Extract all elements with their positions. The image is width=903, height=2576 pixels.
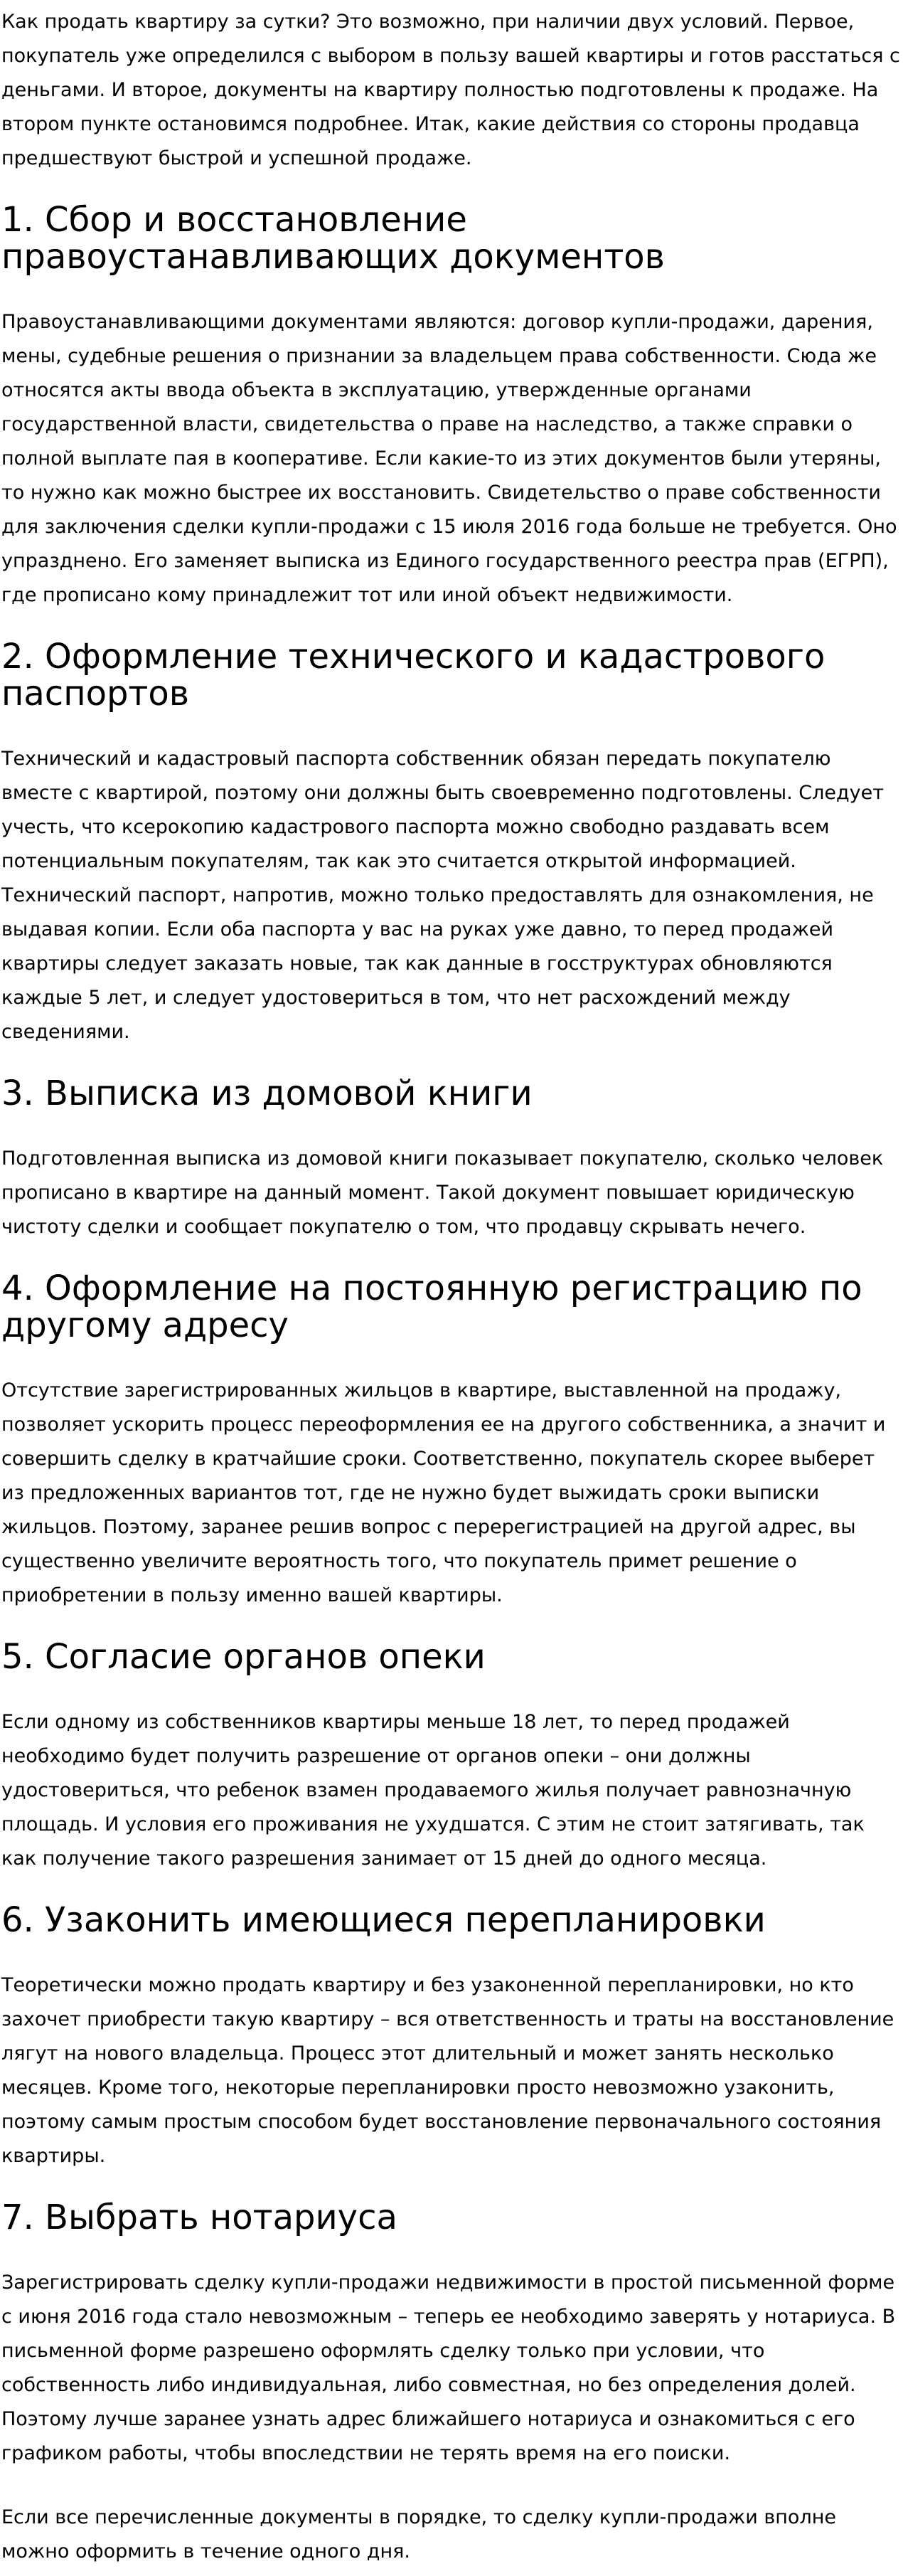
section-2 <box>1 638 900 1049</box>
section-paragraph: Подготовленная выписка из домовой книги показывает покупателю, сколько человек прописано в квартире на данный момент. Такой документ повышает юридическую чистоту сделки и сообщает покупателю о том, что продавцу скрывать нечего. <box>1 1147 884 1238</box>
section-6 <box>1 1902 900 2173</box>
section-3 <box>1 1075 900 1244</box>
section-heading: 6. Узаконить имеющиеся перепланировки <box>1 1900 766 1940</box>
section-heading: 7. Выбрать нотариуса <box>1 2198 397 2237</box>
section-7 <box>1 2199 900 2471</box>
section-5 <box>1 1638 900 1876</box>
closing-paragraph: Если все перечисленные документы в порядке, то сделку купли-продажи вполне можно оформить в течение одного дня. <box>1 2506 836 2562</box>
section-heading: 2. Оформление технического и кадастрового паспортов <box>1 637 825 714</box>
section-heading: 3. Выписка из домовой книги <box>1 1074 533 1113</box>
section-heading: 1. Сбор и восстановление правоустанавливающих документов <box>1 200 665 277</box>
article <box>1 5 900 2569</box>
section-1 <box>1 201 900 613</box>
section-paragraph: Теоретически можно продать квартиру и без узаконенной перепланировки, но кто захочет приобрести такую квартиру – вся ответственность и траты на восстановление лягут на нового владельца. Процесс этот длительный и может занять несколько месяцев. Кроме того, некоторые перепланировки просто невозможно узаконить, поэтому самым простым способом будет восстановление первоначального состояния квартиры. <box>1 1974 894 2167</box>
section-heading: 4. Оформление на постоянную регистрацию по другому адресу <box>1 1268 862 1345</box>
section-paragraph: Если одному из собственников квартиры меньше 18 лет, то перед продажей необходимо будет получить разрешение от органов опеки – они должны удостовериться, что ребенок взамен продаваемого жилья получает равнозначную площадь. И условия его проживания не ухудшатся. С этим не стоит затягивать, так как получение такого разрешения занимает от 15 дней до одного месяца. <box>1 1711 865 1870</box>
intro-paragraph: Как продать квартиру за сутки? Это возможно, при наличии двух условий. Первое, покупатель уже определился с выбором в пользу вашей квартиры и готов расстаться с деньгами. И второе, документы на квартиру полностью подготовлены к продаже. На втором пункте остановимся подробнее. Итак, какие действия со стороны продавца предшествуют быстрой и успешной продаже. <box>1 11 900 169</box>
section-paragraph: Правоустанавливающими документами являются: договор купли-продажи, дарения, мены, судебные решения о признании за владельцем права собственности. Сюда же относятся акты ввода объекта в эксплуатацию, утвержденные органами государственной власти, свидетельства о праве на наследство, а также справки о полной выплате пая в кооперативе. Если какие-то из этих документов были утеряны, то нужно как можно быстрее их восстановить. Свидетельство о праве собственности для заключения сделки купли-продажи с 15 июля 2016 года больше не требуется. Оно упразднено. Его заменяет выписка из Единого государственного реестра прав (ЕГРП), где прописано кому принадлежит тот или иной объект недвижимости. <box>1 311 897 606</box>
section-paragraph: Отсутствие зарегистрированных жильцов в квартире, выставленной на продажу, позволяет ускорить процесс переоформления ее на другого собственника, а значит и совершить сделку в кратчайшие сроки. Соответственно, покупатель скорее выберет из предложенных вариантов тот, где не нужно будет выжидать сроки выписки жильцов. Поэтому, заранее решив вопрос с перерегистрацией на другой адрес, вы существенно увеличите вероятность того, что покупатель примет решение о приобретении в пользу именно вашей квартиры. <box>1 1379 886 1606</box>
section-heading: 5. Согласие органов опеки <box>1 1637 486 1677</box>
section-paragraph: Технический и кадастровый паспорта собственник обязан передать покупателю вместе с квартирой, поэтому они должны быть своевременно подготовлены. Следует учесть, что ксерокопию кадастрового паспорта можно свободно раздавать всем потенциальным покупателям, так как это считается открытой информацией. Технический паспорт, напротив, можно только предоставлять для ознакомления, не выдавая копии. Если оба паспорта у вас на руках уже давно, то перед продажей квартиры следует заказать новые, так как данные в госструктурах обновляются каждые 5 лет, и следует удостовериться в том, что нет расхождений между сведениями. <box>1 748 884 1043</box>
section-4 <box>1 1270 900 1613</box>
section-paragraph: Зарегистрировать сделку купли-продажи недвижимости в простой письменной форме с июня 2016 года стало невозможным – теперь ее необходимо заверять у нотариуса. В письменной форме разрешено оформлять сделку только при условии, что собственность либо индивидуальная, либо совместная, но без определения долей. Поэтому лучше заранее узнать адрес ближайшего нотариуса и ознакомиться с его графиком работы, чтобы впоследствии не терять время на его поиски. <box>1 2272 896 2464</box>
